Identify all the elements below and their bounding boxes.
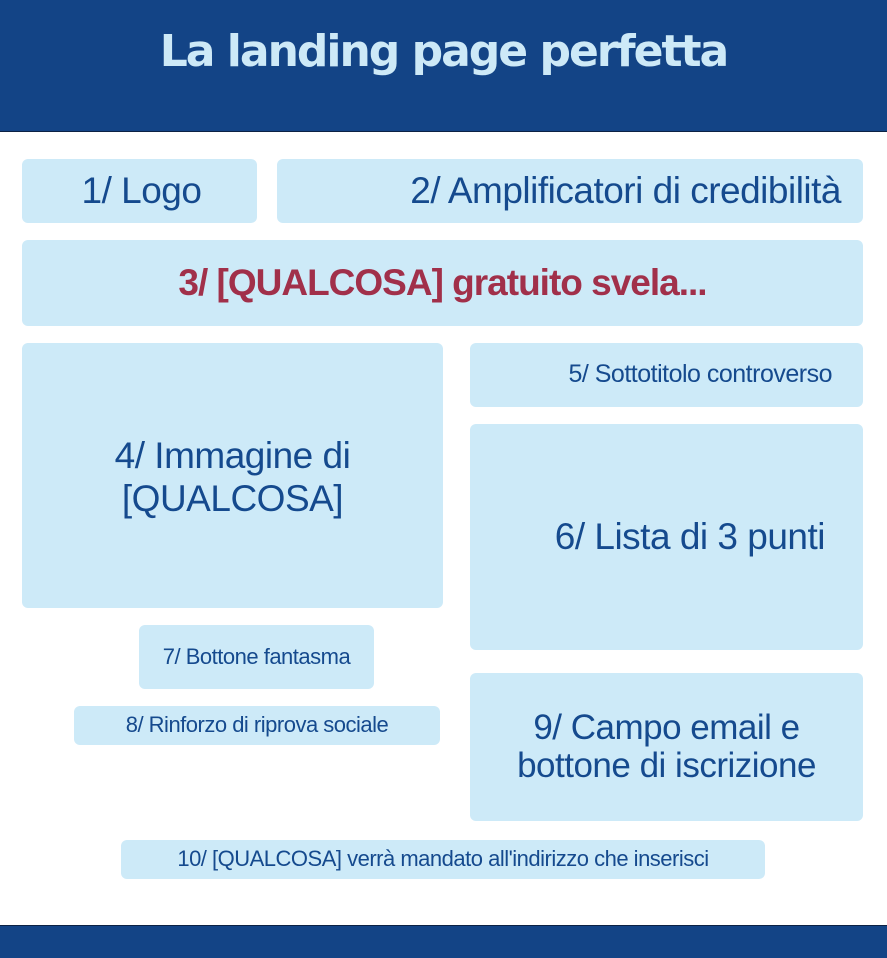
delivery-note-block bbox=[121, 840, 765, 879]
logo-block bbox=[22, 159, 257, 223]
social-proof-block bbox=[74, 706, 440, 745]
page-title: La landing page perfetta bbox=[159, 26, 728, 77]
email-signup-block bbox=[470, 673, 863, 821]
bullets-block bbox=[470, 424, 863, 650]
ghost-button-label: 7/ Bottone fantasma bbox=[162, 643, 351, 669]
headline-block bbox=[22, 240, 863, 326]
headline-label: 3/ [QUALCOSA] gratuito svela... bbox=[178, 261, 707, 303]
credibility-label: 2/ Amplificatori di credibilità bbox=[410, 169, 841, 211]
credibility-block bbox=[277, 159, 863, 223]
footer-bar bbox=[0, 925, 887, 958]
bullets-label: 6/ Lista di 3 punti bbox=[554, 515, 825, 557]
image-label: 4/ Immagine di [QUALCOSA] bbox=[114, 435, 351, 520]
subtitle-label: 5/ Sottotitolo controverso bbox=[568, 360, 832, 389]
social-proof-label: 8/ Rinforzo di riprova sociale bbox=[125, 712, 389, 738]
header-banner bbox=[0, 0, 887, 132]
image-block bbox=[22, 343, 443, 608]
email-signup-label: 9/ Campo email e bottone di iscrizione bbox=[517, 707, 816, 785]
logo-label: 1/ Logo bbox=[81, 169, 202, 211]
delivery-note-label: 10/ [QUALCOSA] verrà mandato all'indirizzo che inserisci bbox=[177, 846, 709, 872]
ghost-button-block bbox=[139, 625, 374, 689]
subtitle-block bbox=[470, 343, 863, 407]
